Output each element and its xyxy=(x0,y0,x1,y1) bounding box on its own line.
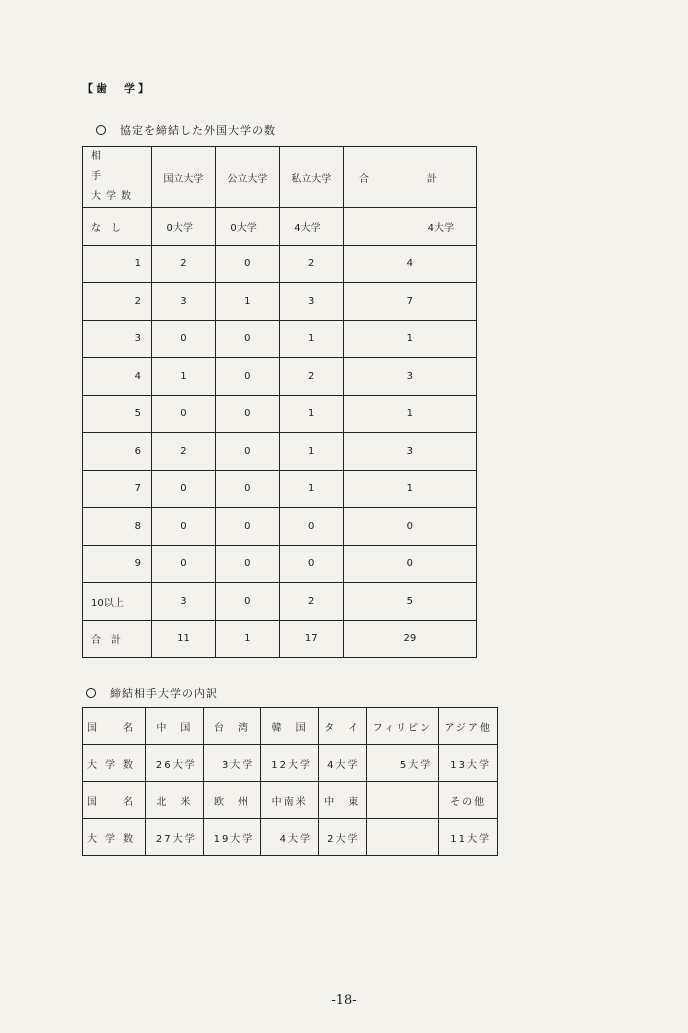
table-cell: 5 xyxy=(343,583,476,621)
table-cell: 韓 国 xyxy=(261,708,319,745)
table-cell: 1 xyxy=(152,358,216,396)
table-row xyxy=(83,395,477,433)
heading-text: 協定を締結した外国大学の数 xyxy=(120,124,276,137)
table-row xyxy=(83,508,477,546)
table-row xyxy=(83,583,477,621)
table-row xyxy=(83,470,477,508)
table-cell: 27大学 xyxy=(146,819,204,856)
partner-breakdown-table xyxy=(82,707,498,856)
table-cell: 3 xyxy=(279,283,343,321)
table-cell: 4大学 xyxy=(279,208,343,246)
table-cell: 11大学 xyxy=(439,819,498,856)
table-cell: 0 xyxy=(152,470,216,508)
heading-partner-breakdown xyxy=(86,685,218,701)
col-header-total: 合 計 xyxy=(343,147,476,208)
table-cell: 11 xyxy=(152,620,216,658)
row-label: 10以上 xyxy=(83,583,152,621)
table-cell: 1 xyxy=(343,395,476,433)
table-cell xyxy=(366,819,439,856)
table-cell: 0 xyxy=(343,545,476,583)
section-label: 【歯 学】 xyxy=(82,82,152,95)
table-cell: タ イ xyxy=(318,708,366,745)
corner-line-2: 大学数 xyxy=(91,191,136,202)
row-label: 6 xyxy=(83,433,152,471)
table-cell: 1 xyxy=(215,283,279,321)
table-cell: 1 xyxy=(215,620,279,658)
table-cell: 1 xyxy=(343,320,476,358)
col-header-public: 公立大学 xyxy=(215,147,279,208)
country-row xyxy=(83,708,498,745)
table-cell: その他 xyxy=(439,782,498,819)
table-cell: 29 xyxy=(343,620,476,658)
table-cell: 4大学 xyxy=(261,819,319,856)
table-cell: 1 xyxy=(343,470,476,508)
table-cell: 4大学 xyxy=(343,208,476,246)
table-cell: 0 xyxy=(215,508,279,546)
circle-bullet-icon xyxy=(86,688,96,698)
table-cell: 欧 州 xyxy=(203,782,261,819)
row-label: 4 xyxy=(83,358,152,396)
table-cell: 1 xyxy=(279,320,343,358)
agreement-count-table xyxy=(82,146,477,658)
table-cell: 中 国 xyxy=(146,708,204,745)
table-cell: 0 xyxy=(215,245,279,283)
page-number: -18- xyxy=(331,993,357,1008)
heading-text: 締結相手大学の内訳 xyxy=(110,687,218,700)
table-cell: 0 xyxy=(152,545,216,583)
table-cell: 台 湾 xyxy=(203,708,261,745)
table-cell: アジア他 xyxy=(439,708,498,745)
table-cell: 7 xyxy=(343,283,476,321)
table-cell: 2大学 xyxy=(318,819,366,856)
row-label: 合 計 xyxy=(83,620,152,658)
row-label: 7 xyxy=(83,470,152,508)
row-label: 国 名 xyxy=(83,708,146,745)
table-cell: 2 xyxy=(152,433,216,471)
table-cell: 0 xyxy=(215,320,279,358)
table-cell: 13大学 xyxy=(439,745,498,782)
table-row xyxy=(83,245,477,283)
table-cell xyxy=(366,782,439,819)
table-cell: 26大学 xyxy=(146,745,204,782)
table-row xyxy=(83,358,477,396)
row-label: 2 xyxy=(83,283,152,321)
table-cell: 0 xyxy=(152,395,216,433)
table-cell: 1 xyxy=(279,433,343,471)
table-row xyxy=(83,320,477,358)
table-cell: フィリピン xyxy=(366,708,439,745)
table-cell: 2 xyxy=(279,583,343,621)
row-label: 3 xyxy=(83,320,152,358)
table-cell: 0 xyxy=(215,545,279,583)
table-cell: 0大学 xyxy=(152,208,216,246)
table-cell: 0大学 xyxy=(215,208,279,246)
row-label: 9 xyxy=(83,545,152,583)
table-cell: 4 xyxy=(343,245,476,283)
table-cell: 2 xyxy=(279,245,343,283)
table-cell: 2 xyxy=(152,245,216,283)
row-label: 国 名 xyxy=(83,782,146,819)
table-row xyxy=(83,208,477,246)
table-cell: 0 xyxy=(215,358,279,396)
table-cell: 0 xyxy=(215,583,279,621)
table-cell: 0 xyxy=(279,545,343,583)
table-cell: 3 xyxy=(343,358,476,396)
table-cell: 5大学 xyxy=(366,745,439,782)
table-cell: 12大学 xyxy=(261,745,319,782)
table-cell: 中南米 xyxy=(261,782,319,819)
row-label: 5 xyxy=(83,395,152,433)
table-row xyxy=(83,433,477,471)
row-label: 1 xyxy=(83,245,152,283)
table-row xyxy=(83,283,477,321)
corner-header xyxy=(83,147,152,208)
table-cell: 0 xyxy=(343,508,476,546)
table-cell: 3 xyxy=(152,583,216,621)
col-header-national: 国立大学 xyxy=(152,147,216,208)
heading-agreement-count xyxy=(96,122,276,138)
table-cell: 1 xyxy=(279,470,343,508)
table-row xyxy=(83,545,477,583)
table-cell: 0 xyxy=(152,508,216,546)
table-cell: 0 xyxy=(215,395,279,433)
table-cell: 3大学 xyxy=(203,745,261,782)
row-label: 大学数 xyxy=(83,745,146,782)
table-cell: 3 xyxy=(152,283,216,321)
table-cell: 北 米 xyxy=(146,782,204,819)
table-cell: 2 xyxy=(279,358,343,396)
table-cell: 4大学 xyxy=(318,745,366,782)
table-cell: 1 xyxy=(279,395,343,433)
row-label: 8 xyxy=(83,508,152,546)
count-row xyxy=(83,745,498,782)
table-cell: 3 xyxy=(343,433,476,471)
country-row xyxy=(83,782,498,819)
table-cell: 0 xyxy=(215,433,279,471)
table-cell: 中 東 xyxy=(318,782,366,819)
table-cell: 0 xyxy=(152,320,216,358)
row-label: な し xyxy=(83,208,152,246)
count-row xyxy=(83,819,498,856)
row-label: 大学数 xyxy=(83,819,146,856)
table-header-row xyxy=(83,147,477,208)
table-cell: 17 xyxy=(279,620,343,658)
table-cell: 0 xyxy=(279,508,343,546)
corner-line-1: 相 手 xyxy=(91,151,151,182)
table-cell: 19大学 xyxy=(203,819,261,856)
col-header-private: 私立大学 xyxy=(279,147,343,208)
table-total-row xyxy=(83,620,477,658)
circle-bullet-icon xyxy=(96,125,106,135)
table-cell: 0 xyxy=(215,470,279,508)
